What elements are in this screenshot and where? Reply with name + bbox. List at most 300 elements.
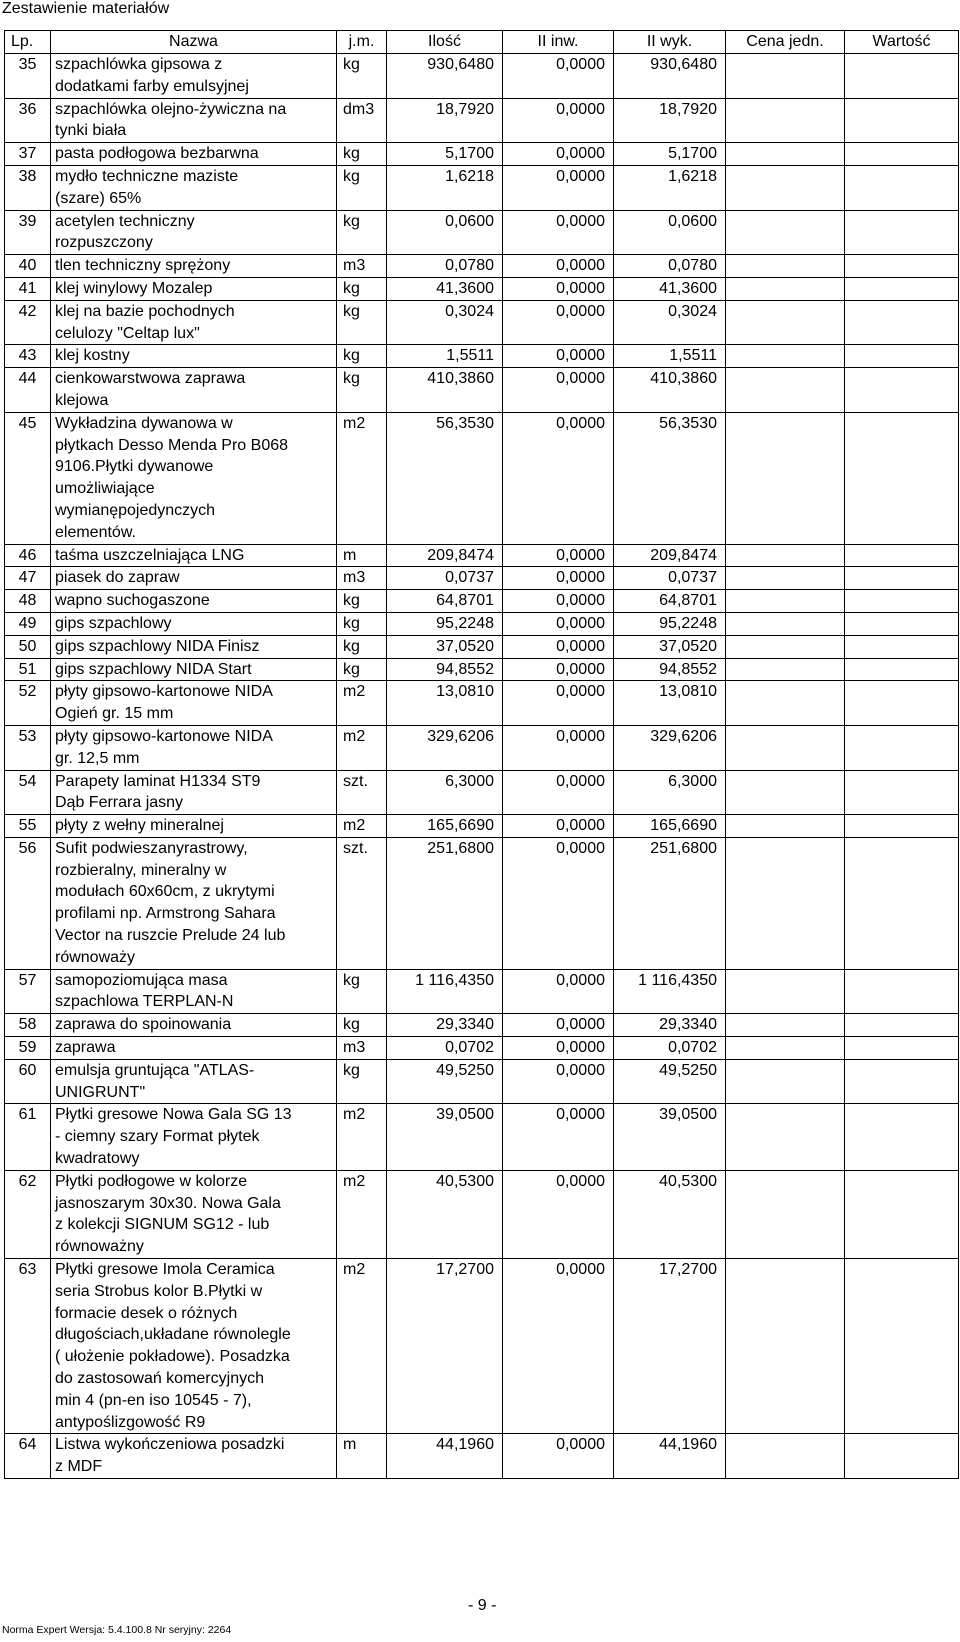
cell-wartosc bbox=[845, 544, 959, 567]
cell-wartosc bbox=[845, 165, 959, 210]
cell-nazwa bbox=[51, 210, 337, 255]
nazwa-line: acetylen techniczny bbox=[55, 212, 195, 230]
cell-ilosc: 1 116,4350 bbox=[387, 969, 503, 1014]
cell-ii-wyk: 1 116,4350 bbox=[614, 969, 726, 1014]
cell-ii-inw: 0,0000 bbox=[503, 837, 614, 969]
nazwa-line: mydło techniczne maziste bbox=[55, 167, 239, 185]
cell-jm: kg bbox=[337, 1059, 387, 1104]
software-version: Norma Expert Wersja: 5.4.100.8 Nr seryjny: 2264 bbox=[2, 1624, 232, 1636]
cell-ii-wyk: 209,8474 bbox=[614, 544, 726, 567]
cell-nazwa bbox=[51, 815, 337, 838]
header-wartosc: Wartość bbox=[845, 31, 959, 54]
table-row bbox=[5, 725, 959, 770]
cell-jm: kg bbox=[337, 368, 387, 413]
nazwa-line: Sufit podwieszanyrastrowy, bbox=[55, 839, 248, 857]
nazwa-line: wymianępojedynczych bbox=[55, 501, 216, 519]
cell-cena bbox=[726, 612, 845, 635]
cell-wartosc bbox=[845, 1434, 959, 1479]
cell-jm: kg bbox=[337, 300, 387, 345]
cell-nazwa bbox=[51, 635, 337, 658]
table-row bbox=[5, 612, 959, 635]
nazwa-line: płyty gipsowo-kartonowe NIDA bbox=[55, 683, 273, 701]
cell-nazwa bbox=[51, 412, 337, 544]
table-row bbox=[5, 210, 959, 255]
cell-ii-wyk: 29,3340 bbox=[614, 1014, 726, 1037]
nazwa-line: jasnoszarym 30x30. Nowa Gala bbox=[55, 1194, 281, 1212]
cell-wartosc bbox=[845, 1259, 959, 1434]
cell-lp: 55 bbox=[5, 815, 51, 838]
cell-cena bbox=[726, 165, 845, 210]
cell-ii-wyk: 0,0600 bbox=[614, 210, 726, 255]
nazwa-line: gips szpachlowy NIDA Start bbox=[55, 660, 252, 678]
cell-ilosc: 6,3000 bbox=[387, 770, 503, 815]
nazwa-line: piasek do zapraw bbox=[55, 569, 180, 587]
cell-ii-inw: 0,0000 bbox=[503, 567, 614, 590]
cell-lp: 40 bbox=[5, 255, 51, 278]
cell-nazwa bbox=[51, 1170, 337, 1258]
cell-ii-inw: 0,0000 bbox=[503, 681, 614, 726]
cell-ii-wyk: 1,6218 bbox=[614, 165, 726, 210]
nazwa-line: taśma uszczelniająca LNG bbox=[55, 546, 245, 564]
cell-jm: m bbox=[337, 1434, 387, 1479]
cell-cena bbox=[726, 635, 845, 658]
cell-jm: m2 bbox=[337, 1259, 387, 1434]
cell-cena bbox=[726, 1259, 845, 1434]
nazwa-line: Płytki podłogowe w kolorze bbox=[55, 1172, 248, 1190]
page-title: Zestawienie materiałów bbox=[2, 0, 170, 17]
cell-lp: 37 bbox=[5, 143, 51, 166]
cell-ii-wyk: 56,3530 bbox=[614, 412, 726, 544]
table-row bbox=[5, 345, 959, 368]
nazwa-line: Płytki gresowe Nowa Gala SG 13 bbox=[55, 1106, 292, 1124]
nazwa-line: samopoziomująca masa bbox=[55, 971, 228, 989]
cell-ilosc: 0,0780 bbox=[387, 255, 503, 278]
cell-cena bbox=[726, 837, 845, 969]
table-row bbox=[5, 1259, 959, 1434]
cell-nazwa bbox=[51, 969, 337, 1014]
cell-cena bbox=[726, 54, 845, 99]
nazwa-line: celulozy "Celtap lux" bbox=[55, 324, 200, 342]
table-header-row bbox=[5, 31, 959, 54]
nazwa-line: tynki biała bbox=[55, 122, 127, 140]
cell-wartosc bbox=[845, 98, 959, 143]
materials-table bbox=[4, 30, 959, 1479]
nazwa-line: rozbieralny, mineralny w bbox=[55, 861, 227, 879]
cell-wartosc bbox=[845, 590, 959, 613]
cell-cena bbox=[726, 969, 845, 1014]
cell-lp: 35 bbox=[5, 54, 51, 99]
cell-ii-wyk: 49,5250 bbox=[614, 1059, 726, 1104]
nazwa-line: profilami np. Armstrong Sahara bbox=[55, 905, 276, 923]
nazwa-line: pasta podłogowa bezbarwna bbox=[55, 145, 259, 163]
cell-nazwa bbox=[51, 368, 337, 413]
nazwa-line: UNIGRUNT" bbox=[55, 1083, 146, 1101]
nazwa-line: zaprawa do spoinowania bbox=[55, 1016, 232, 1034]
cell-ii-inw: 0,0000 bbox=[503, 969, 614, 1014]
cell-ilosc: 0,3024 bbox=[387, 300, 503, 345]
cell-jm: szt. bbox=[337, 837, 387, 969]
cell-cena bbox=[726, 1104, 845, 1170]
cell-ii-wyk: 410,3860 bbox=[614, 368, 726, 413]
cell-lp: 39 bbox=[5, 210, 51, 255]
cell-jm: m2 bbox=[337, 681, 387, 726]
cell-lp: 48 bbox=[5, 590, 51, 613]
table-row bbox=[5, 143, 959, 166]
cell-jm: m2 bbox=[337, 1104, 387, 1170]
cell-jm: kg bbox=[337, 143, 387, 166]
cell-cena bbox=[726, 544, 845, 567]
cell-nazwa bbox=[51, 681, 337, 726]
cell-ilosc: 930,6480 bbox=[387, 54, 503, 99]
cell-wartosc bbox=[845, 368, 959, 413]
cell-wartosc bbox=[845, 567, 959, 590]
cell-lp: 44 bbox=[5, 368, 51, 413]
cell-wartosc bbox=[845, 635, 959, 658]
cell-ii-wyk: 329,6206 bbox=[614, 725, 726, 770]
cell-lp: 58 bbox=[5, 1014, 51, 1037]
cell-jm: m2 bbox=[337, 412, 387, 544]
cell-jm: m bbox=[337, 544, 387, 567]
cell-ii-wyk: 0,3024 bbox=[614, 300, 726, 345]
cell-jm: m3 bbox=[337, 567, 387, 590]
cell-cena bbox=[726, 1170, 845, 1258]
cell-ilosc: 37,0520 bbox=[387, 635, 503, 658]
table-row bbox=[5, 1170, 959, 1258]
cell-nazwa bbox=[51, 345, 337, 368]
cell-ilosc: 29,3340 bbox=[387, 1014, 503, 1037]
nazwa-line: Dąb Ferrara jasny bbox=[55, 794, 184, 812]
cell-lp: 51 bbox=[5, 658, 51, 681]
cell-cena bbox=[726, 681, 845, 726]
cell-ii-wyk: 44,1960 bbox=[614, 1434, 726, 1479]
cell-cena bbox=[726, 98, 845, 143]
cell-ilosc: 0,0702 bbox=[387, 1037, 503, 1060]
cell-ii-inw: 0,0000 bbox=[503, 815, 614, 838]
cell-ii-wyk: 251,6800 bbox=[614, 837, 726, 969]
cell-ii-inw: 0,0000 bbox=[503, 255, 614, 278]
cell-ilosc: 251,6800 bbox=[387, 837, 503, 969]
cell-wartosc bbox=[845, 612, 959, 635]
cell-wartosc bbox=[845, 1059, 959, 1104]
cell-ilosc: 0,0737 bbox=[387, 567, 503, 590]
cell-ilosc: 13,0810 bbox=[387, 681, 503, 726]
cell-wartosc bbox=[845, 837, 959, 969]
cell-wartosc bbox=[845, 300, 959, 345]
nazwa-line: - ciemny szary Format płytek bbox=[55, 1128, 260, 1146]
nazwa-line: Wykładzina dywanowa w bbox=[55, 414, 233, 432]
cell-wartosc bbox=[845, 277, 959, 300]
table-row bbox=[5, 255, 959, 278]
cell-ii-wyk: 39,0500 bbox=[614, 1104, 726, 1170]
table-row bbox=[5, 368, 959, 413]
cell-jm: kg bbox=[337, 635, 387, 658]
cell-ilosc: 1,6218 bbox=[387, 165, 503, 210]
cell-ilosc: 17,2700 bbox=[387, 1259, 503, 1434]
cell-ii-inw: 0,0000 bbox=[503, 412, 614, 544]
nazwa-line: klejowa bbox=[55, 391, 109, 409]
cell-lp: 52 bbox=[5, 681, 51, 726]
cell-wartosc bbox=[845, 1104, 959, 1170]
cell-jm: kg bbox=[337, 1014, 387, 1037]
nazwa-line: kwadratowy bbox=[55, 1150, 140, 1168]
table-row bbox=[5, 815, 959, 838]
cell-ii-wyk: 64,8701 bbox=[614, 590, 726, 613]
cell-cena bbox=[726, 590, 845, 613]
cell-cena bbox=[726, 1434, 845, 1479]
table-row bbox=[5, 837, 959, 969]
cell-lp: 43 bbox=[5, 345, 51, 368]
cell-ilosc: 165,6690 bbox=[387, 815, 503, 838]
nazwa-line: emulsja gruntująca "ATLAS- bbox=[55, 1061, 255, 1079]
cell-cena bbox=[726, 412, 845, 544]
nazwa-line: 9106.Płytki dywanowe bbox=[55, 458, 214, 476]
nazwa-line: płyty gipsowo-kartonowe NIDA bbox=[55, 727, 273, 745]
cell-lp: 63 bbox=[5, 1259, 51, 1434]
cell-ii-wyk: 17,2700 bbox=[614, 1259, 726, 1434]
cell-lp: 59 bbox=[5, 1037, 51, 1060]
nazwa-line: antypoślizgowość R9 bbox=[55, 1413, 206, 1431]
cell-ii-wyk: 18,7920 bbox=[614, 98, 726, 143]
cell-ilosc: 5,1700 bbox=[387, 143, 503, 166]
cell-wartosc bbox=[845, 815, 959, 838]
nazwa-line: szpachlowa TERPLAN-N bbox=[55, 993, 234, 1011]
cell-cena bbox=[726, 210, 845, 255]
cell-lp: 36 bbox=[5, 98, 51, 143]
cell-ii-inw: 0,0000 bbox=[503, 770, 614, 815]
cell-ii-wyk: 0,0702 bbox=[614, 1037, 726, 1060]
table-row bbox=[5, 544, 959, 567]
cell-ii-inw: 0,0000 bbox=[503, 368, 614, 413]
nazwa-line: umożliwiające bbox=[55, 480, 155, 498]
page-number: - 9 - bbox=[468, 1597, 497, 1614]
cell-ii-wyk: 1,5511 bbox=[614, 345, 726, 368]
cell-wartosc bbox=[845, 770, 959, 815]
table-row bbox=[5, 567, 959, 590]
cell-jm: kg bbox=[337, 277, 387, 300]
cell-ii-inw: 0,0000 bbox=[503, 635, 614, 658]
cell-wartosc bbox=[845, 681, 959, 726]
cell-wartosc bbox=[845, 412, 959, 544]
cell-ii-wyk: 0,0737 bbox=[614, 567, 726, 590]
cell-jm: kg bbox=[337, 590, 387, 613]
nazwa-line: klej kostny bbox=[55, 347, 130, 365]
cell-lp: 64 bbox=[5, 1434, 51, 1479]
nazwa-line: Ogień gr. 15 mm bbox=[55, 705, 174, 723]
cell-ii-wyk: 13,0810 bbox=[614, 681, 726, 726]
cell-nazwa bbox=[51, 1014, 337, 1037]
nazwa-line: równoważny bbox=[55, 1238, 144, 1256]
cell-nazwa bbox=[51, 165, 337, 210]
table-row bbox=[5, 1434, 959, 1479]
nazwa-line: formacie desek o różnych bbox=[55, 1304, 238, 1322]
table-row bbox=[5, 658, 959, 681]
cell-nazwa bbox=[51, 255, 337, 278]
cell-ii-wyk: 0,0780 bbox=[614, 255, 726, 278]
cell-ii-wyk: 95,2248 bbox=[614, 612, 726, 635]
cell-ii-inw: 0,0000 bbox=[503, 277, 614, 300]
cell-lp: 61 bbox=[5, 1104, 51, 1170]
cell-nazwa bbox=[51, 590, 337, 613]
cell-ii-inw: 0,0000 bbox=[503, 612, 614, 635]
cell-cena bbox=[726, 277, 845, 300]
cell-lp: 62 bbox=[5, 1170, 51, 1258]
header-ilosc: Ilość bbox=[387, 31, 503, 54]
header-cena: Cena jedn. bbox=[726, 31, 845, 54]
cell-ii-inw: 0,0000 bbox=[503, 544, 614, 567]
cell-nazwa bbox=[51, 1104, 337, 1170]
cell-cena bbox=[726, 143, 845, 166]
cell-ii-inw: 0,0000 bbox=[503, 725, 614, 770]
cell-cena bbox=[726, 255, 845, 278]
cell-jm: m2 bbox=[337, 1170, 387, 1258]
cell-lp: 41 bbox=[5, 277, 51, 300]
cell-jm: m3 bbox=[337, 255, 387, 278]
table-row bbox=[5, 590, 959, 613]
cell-cena bbox=[726, 1037, 845, 1060]
nazwa-line: klej na bazie pochodnych bbox=[55, 302, 235, 320]
cell-ilosc: 49,5250 bbox=[387, 1059, 503, 1104]
cell-ii-inw: 0,0000 bbox=[503, 143, 614, 166]
cell-ilosc: 94,8552 bbox=[387, 658, 503, 681]
cell-ii-inw: 0,0000 bbox=[503, 300, 614, 345]
cell-wartosc bbox=[845, 725, 959, 770]
nazwa-line: z MDF bbox=[55, 1458, 103, 1476]
nazwa-line: modułach 60x60cm, z ukrytymi bbox=[55, 883, 275, 901]
cell-nazwa bbox=[51, 725, 337, 770]
cell-jm: kg bbox=[337, 210, 387, 255]
cell-wartosc bbox=[845, 210, 959, 255]
cell-ii-inw: 0,0000 bbox=[503, 1037, 614, 1060]
cell-nazwa bbox=[51, 98, 337, 143]
cell-wartosc bbox=[845, 658, 959, 681]
cell-ilosc: 40,5300 bbox=[387, 1170, 503, 1258]
cell-nazwa bbox=[51, 277, 337, 300]
cell-lp: 38 bbox=[5, 165, 51, 210]
cell-ilosc: 1,5511 bbox=[387, 345, 503, 368]
nazwa-line: seria Strobus kolor B.Płytki w bbox=[55, 1282, 263, 1300]
table-row bbox=[5, 277, 959, 300]
cell-ii-inw: 0,0000 bbox=[503, 165, 614, 210]
cell-nazwa bbox=[51, 1037, 337, 1060]
cell-lp: 56 bbox=[5, 837, 51, 969]
cell-ii-wyk: 41,3600 bbox=[614, 277, 726, 300]
cell-nazwa bbox=[51, 544, 337, 567]
cell-wartosc bbox=[845, 1037, 959, 1060]
cell-ii-wyk: 94,8552 bbox=[614, 658, 726, 681]
cell-jm: m2 bbox=[337, 725, 387, 770]
nazwa-line: długościach,układane równolegle bbox=[55, 1326, 291, 1344]
cell-lp: 57 bbox=[5, 969, 51, 1014]
nazwa-line: dodatkami farby emulsyjnej bbox=[55, 77, 249, 95]
cell-cena bbox=[726, 658, 845, 681]
cell-jm: kg bbox=[337, 165, 387, 210]
cell-cena bbox=[726, 368, 845, 413]
cell-lp: 49 bbox=[5, 612, 51, 635]
cell-wartosc bbox=[845, 345, 959, 368]
cell-cena bbox=[726, 815, 845, 838]
cell-cena bbox=[726, 770, 845, 815]
cell-ii-inw: 0,0000 bbox=[503, 1170, 614, 1258]
nazwa-line: zaprawa bbox=[55, 1039, 116, 1057]
cell-ilosc: 44,1960 bbox=[387, 1434, 503, 1479]
table-row bbox=[5, 1014, 959, 1037]
table-row bbox=[5, 98, 959, 143]
header-lp: Lp. bbox=[5, 31, 51, 54]
cell-ilosc: 18,7920 bbox=[387, 98, 503, 143]
cell-nazwa bbox=[51, 54, 337, 99]
nazwa-line: szpachlówka olejno-żywiczna na bbox=[55, 100, 287, 118]
nazwa-line: cienkowarstwowa zaprawa bbox=[55, 370, 246, 388]
cell-ii-inw: 0,0000 bbox=[503, 1259, 614, 1434]
cell-lp: 47 bbox=[5, 567, 51, 590]
cell-ii-inw: 0,0000 bbox=[503, 1059, 614, 1104]
table-row bbox=[5, 969, 959, 1014]
cell-ii-wyk: 40,5300 bbox=[614, 1170, 726, 1258]
cell-ilosc: 0,0600 bbox=[387, 210, 503, 255]
cell-wartosc bbox=[845, 1170, 959, 1258]
cell-nazwa bbox=[51, 658, 337, 681]
cell-ii-wyk: 165,6690 bbox=[614, 815, 726, 838]
table-row bbox=[5, 412, 959, 544]
cell-wartosc bbox=[845, 969, 959, 1014]
cell-cena bbox=[726, 1014, 845, 1037]
table-row bbox=[5, 1059, 959, 1104]
nazwa-line: do zastosowań komercyjnych bbox=[55, 1370, 264, 1388]
cell-ii-inw: 0,0000 bbox=[503, 98, 614, 143]
cell-jm: szt. bbox=[337, 770, 387, 815]
cell-jm: m2 bbox=[337, 815, 387, 838]
cell-ii-wyk: 37,0520 bbox=[614, 635, 726, 658]
nazwa-line: Płytki gresowe Imola Ceramica bbox=[55, 1261, 275, 1279]
cell-ii-inw: 0,0000 bbox=[503, 210, 614, 255]
cell-jm: m3 bbox=[337, 1037, 387, 1060]
table-row bbox=[5, 681, 959, 726]
cell-ilosc: 39,0500 bbox=[387, 1104, 503, 1170]
nazwa-line: rozpuszczony bbox=[55, 234, 153, 252]
nazwa-line: płytkach Desso Menda Pro B068 bbox=[55, 436, 289, 454]
cell-wartosc bbox=[845, 54, 959, 99]
cell-jm: dm3 bbox=[337, 98, 387, 143]
cell-ii-inw: 0,0000 bbox=[503, 54, 614, 99]
cell-lp: 42 bbox=[5, 300, 51, 345]
nazwa-line: tlen techniczny sprężony bbox=[55, 257, 231, 275]
cell-wartosc bbox=[845, 143, 959, 166]
nazwa-line: Listwa wykończeniowa posadzki bbox=[55, 1436, 285, 1454]
cell-cena bbox=[726, 345, 845, 368]
cell-ii-wyk: 930,6480 bbox=[614, 54, 726, 99]
table-row bbox=[5, 1037, 959, 1060]
table-row bbox=[5, 300, 959, 345]
table-row bbox=[5, 54, 959, 99]
nazwa-line: elementów. bbox=[55, 523, 136, 541]
cell-cena bbox=[726, 300, 845, 345]
table-row bbox=[5, 770, 959, 815]
cell-jm: kg bbox=[337, 612, 387, 635]
cell-ilosc: 329,6206 bbox=[387, 725, 503, 770]
cell-nazwa bbox=[51, 143, 337, 166]
cell-lp: 50 bbox=[5, 635, 51, 658]
header-ii-inw: II inw. bbox=[503, 31, 614, 54]
header-nazwa: Nazwa bbox=[51, 31, 337, 54]
nazwa-line: szpachlówka gipsowa z bbox=[55, 56, 223, 73]
cell-lp: 46 bbox=[5, 544, 51, 567]
cell-ii-inw: 0,0000 bbox=[503, 1434, 614, 1479]
cell-ii-inw: 0,0000 bbox=[503, 590, 614, 613]
cell-ilosc: 41,3600 bbox=[387, 277, 503, 300]
cell-jm: kg bbox=[337, 658, 387, 681]
cell-ilosc: 64,8701 bbox=[387, 590, 503, 613]
cell-nazwa bbox=[51, 1259, 337, 1434]
